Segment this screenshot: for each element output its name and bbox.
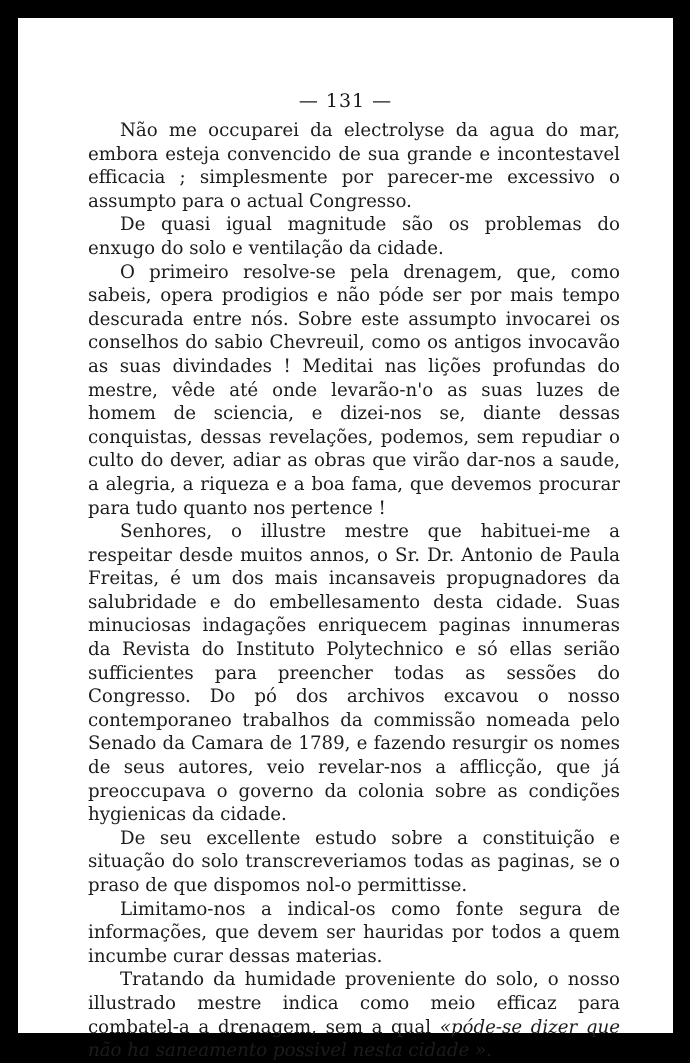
- paragraph-humidade-lead: Tratando da humidade proveniente do solo, o nosso illustrado mestre indica como meio efficaz para combatel-a a drenagem, sem a qual: [88, 969, 620, 1038]
- paragraph-humidade-end: .: [486, 1040, 492, 1062]
- page-number: — 131 —: [298, 90, 393, 112]
- paragraph-drenagem: O primeiro resolve-se pela drenagem, que, como sabeis, opera prodigios e não póde ser por mais tempo descurada entre nós. Sobre este assumpto invocarei os conselhos do sabio Chevreuil, como os antigos invocavão as suas divindades ! Meditai nas lições profundas do mestre, vêde até onde levarão-n'o as suas luzes de homem de sciencia, e dizei-nos se, diante dessas conquistas, dessas revelações, podemos, sem repudiar o culto do dever, adiar as obras que virão dar-nos a saude, a alegria, a riqueza e a boa fama, que devemos procurar para tudo quanto nos pertence !: [88, 261, 620, 519]
- book-page: [18, 18, 673, 1062]
- paragraph-limitamo: Limitamo-nos a indical-os como fonte segura de informações, que devem ser hauridas por todos a quem incumbe curar dessas materias.: [88, 898, 620, 967]
- paragraph-humidade: [88, 968, 620, 1062]
- body-text: [88, 119, 620, 1063]
- paragraph-enxugo: De quasi igual magnitude são os problemas do enxugo do solo e ventilação da cidade.: [88, 214, 620, 259]
- paragraph-electrolyse: Não me occuparei da electrolyse da agua do mar, embora esteja convencido de sua grande e incontestavel efficacia ; simplesmente por parecer-me excessivo o assumpto para o actual Congresso.: [88, 120, 620, 212]
- paragraph-senhores: Senhores, o illustre mestre que habituei-me a respeitar desde muitos annos, o Sr. Dr. Antonio de Paula Freitas, é um dos mais incansaveis propugnadores da salubridade e do embellesamento desta cidade. Suas minuciosas indagações enriquecem paginas innumeras da Revista do Instituto Polytechnico e só ellas serião sufficientes para preencher todas as sessões do Congresso. Do pó dos archivos excavou o nosso contemporaneo trabalhos da commissão nomeada pelo Senado da Camara de 1789, e fazendo resurgir os nomes de seus autores, veio revelar-nos a afflicção, que já preoccupava o governo da colonia sobre as condições hygienicas da cidade.: [88, 521, 620, 826]
- quoted-text: «póde-se dizer que não ha saneamento possivel nesta cidade »: [88, 1016, 620, 1062]
- paragraph-estudo: De seu excellente estudo sobre a constituição e situação do solo transcreveriamos todas as paginas, se o praso de que dispomos nol-o permittisse.: [88, 827, 620, 896]
